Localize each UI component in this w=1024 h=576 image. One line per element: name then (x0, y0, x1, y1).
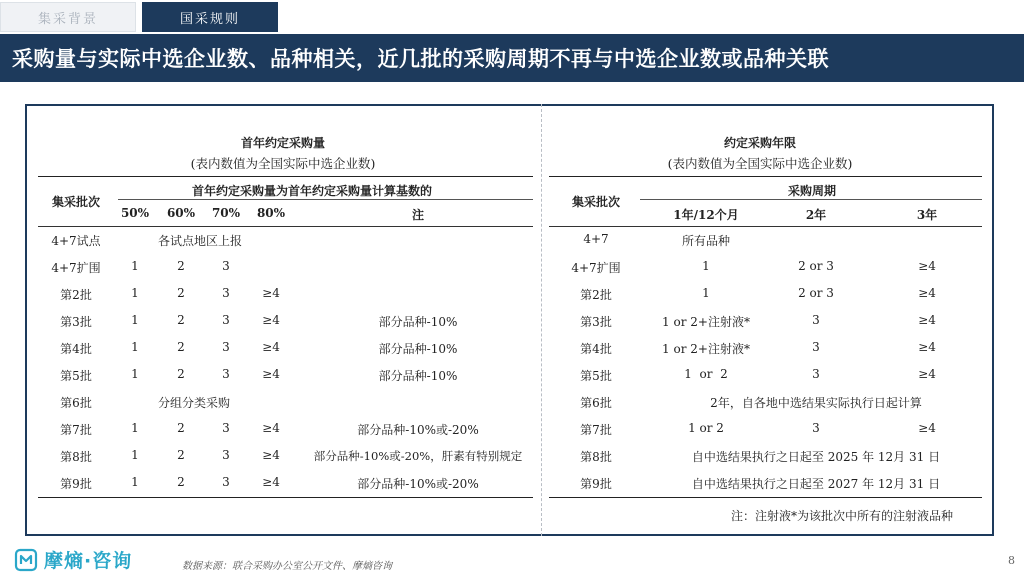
left-row-batch: 第7批 (60, 423, 92, 437)
right-row-y3: ≥4 (918, 340, 936, 354)
left-row-c70: 3 (222, 259, 230, 273)
brand-logo-icon (14, 548, 38, 572)
left-row-batch: 第8批 (60, 450, 92, 464)
right-row-batch: 4+7 (583, 232, 609, 246)
right-row-y1: 1 or 2 (688, 421, 724, 435)
left-row-c70: 3 (222, 340, 230, 354)
right-row-y1: 1 (702, 286, 710, 300)
right-batch-header: 集采批次 (571, 195, 621, 209)
right-row-y3: ≥4 (918, 313, 936, 327)
left-row-c50: 1 (131, 448, 139, 462)
right-row-y2: 2 or 3 (798, 286, 834, 300)
left-row-batch: 第3批 (60, 315, 92, 329)
left-row-c80: ≥4 (262, 367, 280, 381)
tab-bar (0, 0, 278, 34)
left-row-c50: 1 (131, 259, 139, 273)
left-row-batch: 第2批 (60, 288, 92, 302)
left-row-c80: ≥4 (262, 286, 280, 300)
left-row-c50: 1 (131, 313, 139, 327)
left-row-c60: 2 (177, 475, 185, 489)
right-row-y2: 2 or 3 (798, 259, 834, 273)
left-row-c60: 2 (177, 286, 185, 300)
right-row-wide: 自中选结果执行之日起至 2027 年 12月 31 日 (691, 477, 941, 491)
right-row-wide: 自中选结果执行之日起至 2025 年 12月 31 日 (691, 450, 941, 464)
page-number: 8 (1008, 554, 1015, 567)
right-row-batch: 第5批 (580, 369, 612, 383)
col-header-note: 注 (411, 208, 425, 222)
title-bar (0, 34, 1024, 82)
right-row-y2: 3 (812, 421, 820, 435)
right-row-batch: 第6批 (580, 396, 612, 410)
col-header-70: 70% (211, 206, 241, 220)
left-row-c70: 3 (222, 286, 230, 300)
left-row-c50: 1 (131, 340, 139, 354)
left-row-c60: 2 (177, 367, 185, 381)
tab-background[interactable]: 集采背景 (0, 2, 136, 32)
left-row-c60: 2 (177, 340, 185, 354)
left-row-c80: ≥4 (262, 475, 280, 489)
brand-logo (14, 546, 132, 573)
tab-rules[interactable]: 国采规则 (142, 2, 278, 32)
left-row-c50: 1 (131, 286, 139, 300)
right-row-y2: 3 (812, 340, 820, 354)
right-row-batch: 第4批 (580, 342, 612, 356)
col-header-2yr: 2年 (805, 208, 827, 222)
right-row-y3: ≥4 (918, 259, 936, 273)
col-header-1yr: 1年/12个月 (673, 208, 739, 222)
right-top-rule (549, 176, 982, 177)
left-row-c70: 3 (222, 448, 230, 462)
right-row-batch: 第3批 (580, 315, 612, 329)
slide-title: 采购量与实际中选企业数、品种相关，近几批的采购周期不再与中选企业数或品种关联 (12, 46, 829, 71)
right-table-note: 注：注射液*为该批次中所有的注射液品种 (731, 509, 954, 523)
right-row-span: 所有品种 (681, 234, 731, 248)
left-row-c80: ≥4 (262, 421, 280, 435)
left-row-batch: 第5批 (60, 369, 92, 383)
right-row-batch: 第2批 (580, 288, 612, 302)
left-row-c70: 3 (222, 313, 230, 327)
col-header-80: 80% (256, 206, 286, 220)
col-header-50: 50% (120, 206, 150, 220)
data-source: 数据来源：联合采购办公室公开文件、摩熵咨询 (182, 561, 392, 572)
right-table-subheading: (表内数值为全国实际中选企业数) (667, 156, 853, 171)
right-row-y1: 1 or 2+注射液* (662, 342, 750, 356)
right-row-wide: 2年，自各地中选结果实际执行日起计算 (710, 396, 922, 410)
brand-name: 摩熵·咨询 (44, 550, 133, 572)
right-group-rule (640, 199, 982, 200)
right-row-batch: 第9批 (580, 477, 612, 491)
right-bottom-rule (549, 497, 982, 498)
right-row-y2: 3 (812, 313, 820, 327)
right-header-rule (549, 226, 982, 227)
col-header-3yr: 3年 (916, 208, 938, 222)
right-row-y2: 3 (812, 367, 820, 381)
left-row-batch: 4+7试点 (51, 234, 101, 248)
right-row-y3: ≥4 (918, 286, 936, 300)
left-row-c50: 1 (131, 475, 139, 489)
left-row-span: 分组分类采购 (158, 396, 231, 410)
left-row-batch: 4+7扩围 (51, 261, 101, 275)
left-bottom-rule (38, 497, 533, 498)
left-row-batch: 第6批 (60, 396, 92, 410)
left-table-subheading: (表内数值为全国实际中选企业数) (190, 156, 376, 171)
left-row-c70: 3 (222, 421, 230, 435)
left-row-batch: 第9批 (60, 477, 92, 491)
left-row-c70: 3 (222, 367, 230, 381)
left-row-c70: 3 (222, 475, 230, 489)
left-row-note: 部分品种-10%或-20% (357, 477, 479, 491)
right-row-y1: 1 (702, 259, 710, 273)
left-row-c80: ≥4 (262, 340, 280, 354)
table-divider (541, 104, 542, 536)
left-row-span: 各试点地区上报 (158, 234, 243, 248)
right-row-y1: 1 or 2+注射液* (662, 315, 750, 329)
left-row-c50: 1 (131, 421, 139, 435)
left-group-rule (118, 199, 533, 200)
right-table-heading: 约定采购年限 (723, 136, 797, 150)
left-row-note: 部分品种-10%或-20% (357, 423, 479, 437)
left-top-rule (38, 176, 533, 177)
left-table-heading: 首年约定采购量 (240, 136, 326, 150)
left-row-note: 部分品种-10% (378, 315, 458, 329)
left-row-note: 部分品种-10% (378, 342, 458, 356)
right-row-y3: ≥4 (918, 367, 936, 381)
left-row-c60: 2 (177, 313, 185, 327)
left-row-note: 部分品种-10% (378, 369, 458, 383)
left-header-rule (38, 226, 533, 227)
right-row-y1: 1 or 2 (684, 367, 728, 381)
left-row-c80: ≥4 (262, 448, 280, 462)
left-row-c60: 2 (177, 421, 185, 435)
left-group-header: 首年约定采购量为首年约定采购量计算基数的 (191, 184, 433, 198)
left-row-c50: 1 (131, 367, 139, 381)
col-header-60: 60% (166, 206, 196, 220)
right-row-batch: 第8批 (580, 450, 612, 464)
right-row-batch: 4+7扩围 (571, 261, 621, 275)
left-batch-header: 集采批次 (51, 195, 101, 209)
right-group-header: 采购周期 (787, 184, 837, 198)
left-row-c60: 2 (177, 448, 185, 462)
left-row-batch: 第4批 (60, 342, 92, 356)
right-row-y3: ≥4 (918, 421, 936, 435)
left-row-note: 部分品种-10%或-20%，肝素有特别规定 (313, 449, 523, 463)
left-row-c60: 2 (177, 259, 185, 273)
left-row-c80: ≥4 (262, 313, 280, 327)
right-row-batch: 第7批 (580, 423, 612, 437)
